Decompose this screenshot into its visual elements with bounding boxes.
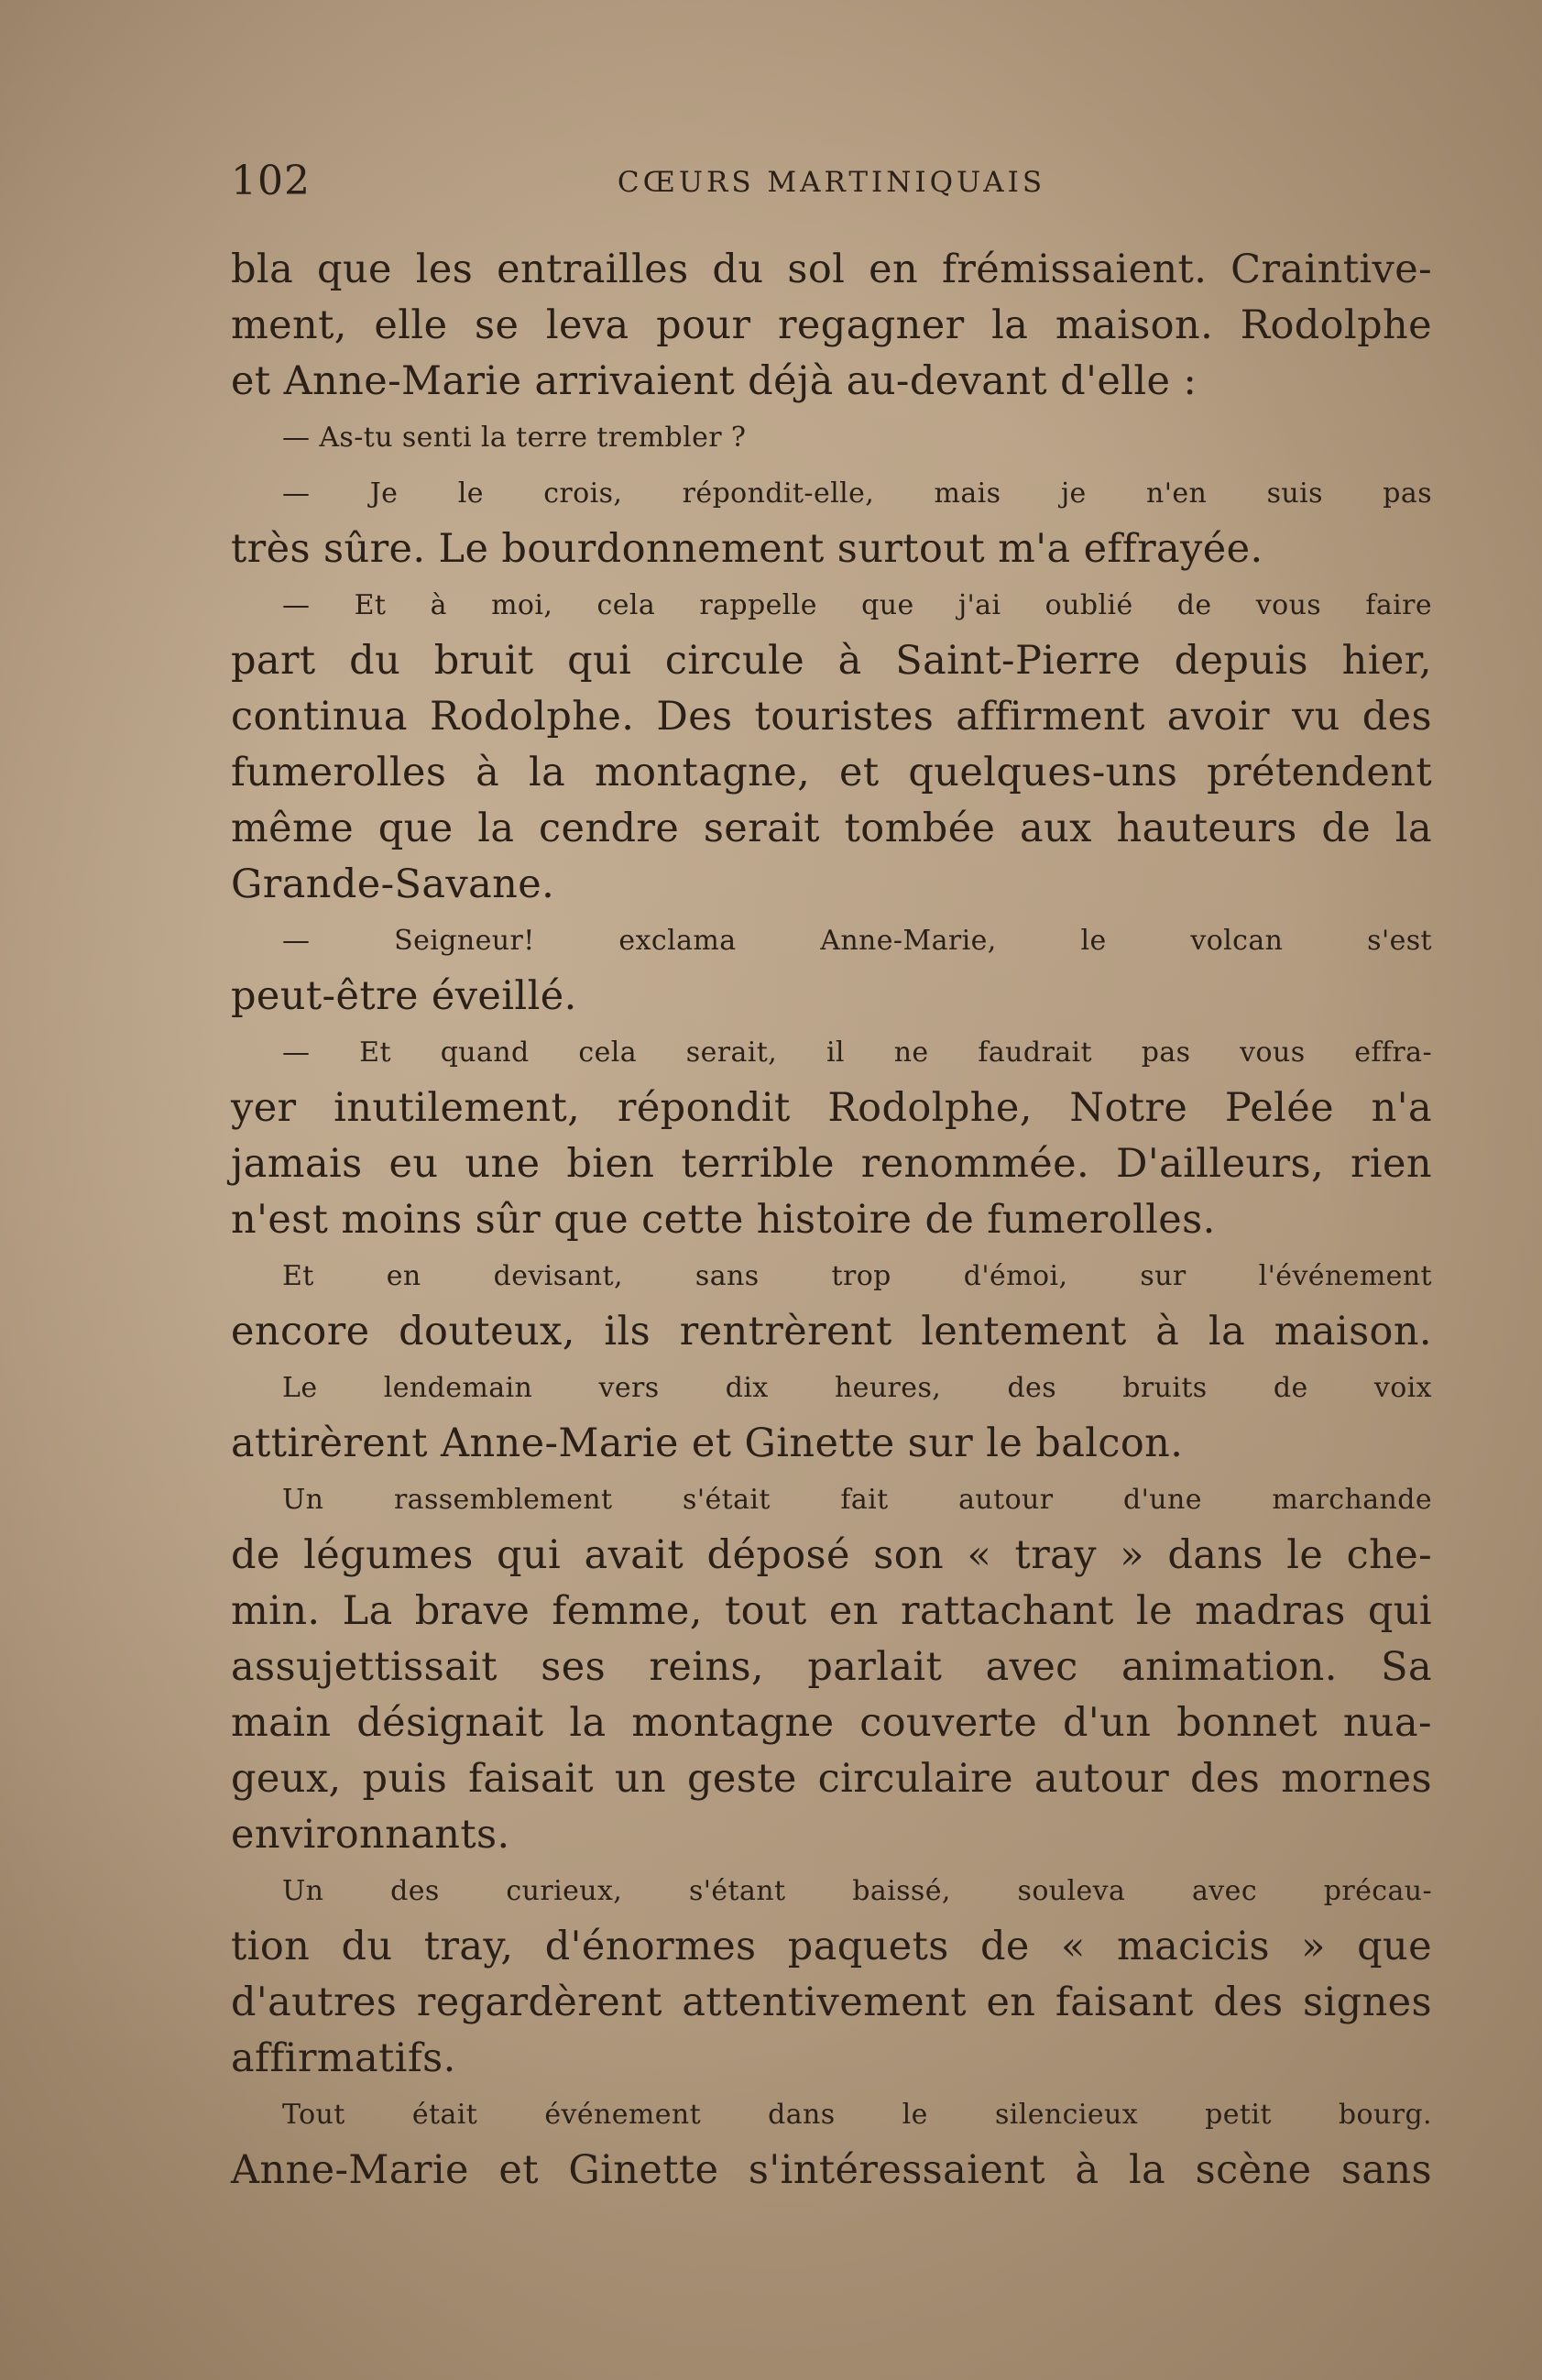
text-line: Tout était événement dans le silencieux petit bourg. (282, 2099, 1432, 2131)
text-line: min. La brave femme, tout en rattachant le madras qui (231, 1588, 1432, 1634)
text-line: geux, puis faisait un geste circulaire autour des mornes (231, 1756, 1432, 1802)
text-line: peut-être éveillé. (231, 973, 577, 1019)
text-line: — As-tu senti la terre trembler ? (282, 422, 747, 454)
text-line: environnants. (231, 1812, 510, 1858)
body-text (231, 242, 1432, 2199)
text-line: n'est moins sûr que cette histoire de fumerolles. (231, 1197, 1216, 1243)
text-line: jamais eu une bien terrible renommée. D'ailleurs, rien (231, 1141, 1432, 1187)
text-line: Le lendemain vers dix heures, des bruits de voix (282, 1372, 1432, 1404)
text-line: Un des curieux, s'étant baissé, souleva avec précau- (282, 1875, 1432, 1907)
text-line: très sûre. Le bourdonnement surtout m'a effrayée. (231, 526, 1263, 572)
text-line: Et en devisant, sans trop d'émoi, sur l'événement (282, 1260, 1432, 1292)
text-line: tion du tray, d'énormes paquets de « macicis » que (231, 1924, 1432, 1969)
text-line: yer inutilement, répondit Rodolphe, Notre Pelée n'a (231, 1085, 1432, 1131)
text-line: de légumes qui avait déposé son « tray » dans le che- (231, 1532, 1432, 1578)
text-line: même que la cendre serait tombée aux hauteurs de la (231, 806, 1432, 851)
text-line: encore douteux, ils rentrèrent lentement à la maison. (231, 1309, 1432, 1355)
text-line: affirmatifs. (231, 2035, 456, 2081)
text-line: main désignait la montagne couverte d'un bonnet nua- (231, 1700, 1432, 1746)
page-number: 102 (231, 158, 311, 204)
text-line: assujettissait ses reins, parlait avec animation. Sa (231, 1644, 1432, 1690)
text-line: Grande-Savane. (231, 861, 555, 907)
text-line: bla que les entrailles du sol en frémissaient. Craintive- (231, 247, 1432, 292)
text-line: continua Rodolphe. Des touristes affirment avoir vu des (231, 694, 1432, 740)
text-line: et Anne-Marie arrivaient déjà au-devant d'elle : (231, 358, 1198, 404)
text-line: — Et à moi, cela rappelle que j'ai oublié de vous faire (282, 589, 1432, 621)
text-line: attirèrent Anne-Marie et Ginette sur le balcon. (231, 1420, 1184, 1466)
running-title: CŒURS MARTINIQUAIS (617, 166, 1046, 199)
page-header (231, 154, 1432, 209)
text-line: — Je le crois, répondit-elle, mais je n'en suis pas (282, 477, 1432, 510)
text-line: Un rassemblement s'était fait autour d'une marchande (282, 1484, 1432, 1516)
text-line: fumerolles à la montagne, et quelques-uns prétendent (231, 750, 1432, 795)
text-line: — Seigneur! exclama Anne-Marie, le volcan s'est (282, 925, 1432, 957)
text-line: d'autres regardèrent attentivement en faisant des signes (231, 1980, 1432, 2025)
text-line: part du bruit qui circule à Saint-Pierre depuis hier, (231, 638, 1432, 684)
text-line: — Et quand cela serait, il ne faudrait pas vous effra- (282, 1036, 1432, 1069)
text-line: Anne-Marie et Ginette s'intéressaient à la scène sans (231, 2147, 1432, 2193)
text-line: ment, elle se leva pour regagner la maison. Rodolphe (231, 302, 1432, 348)
